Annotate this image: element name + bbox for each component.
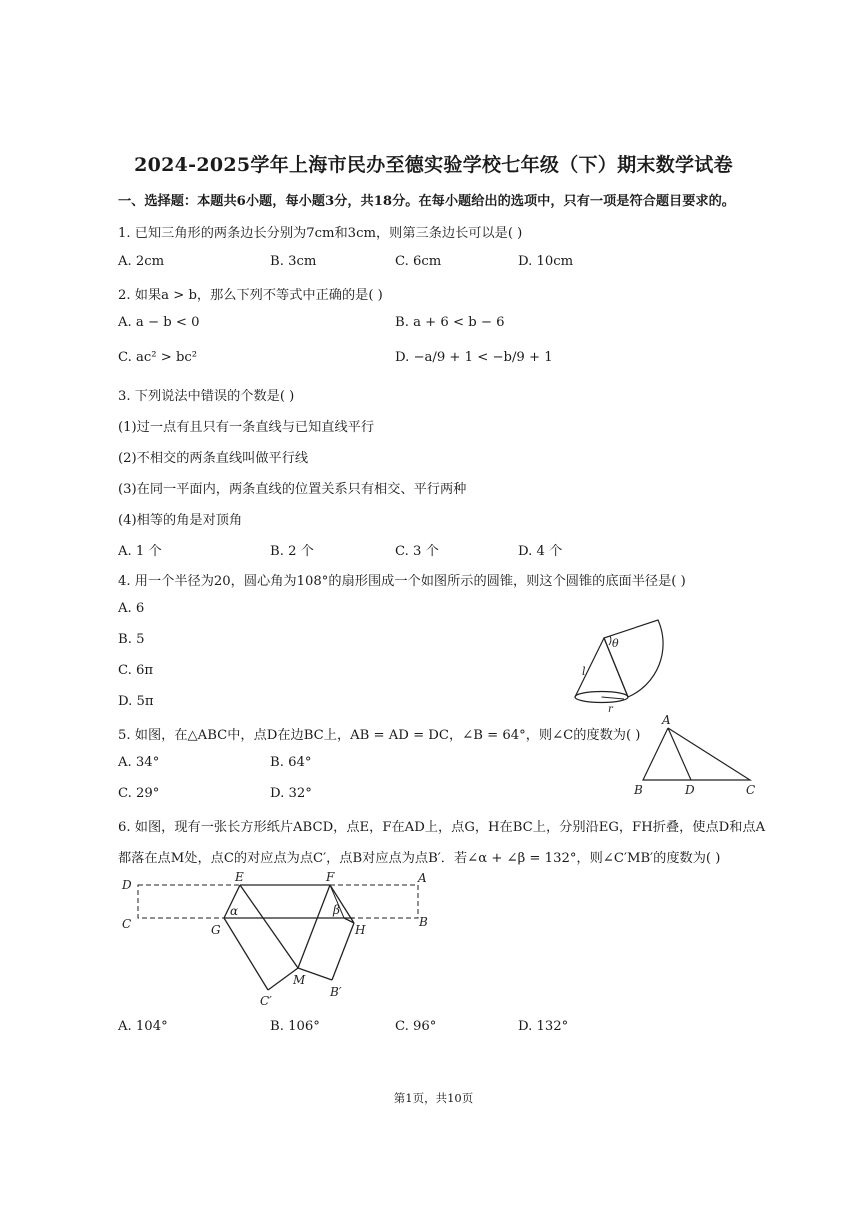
q1-stem: 1. 已知三角形的两条边长分别为7cm和3cm，则第三条边长可以是( ) [118,226,523,241]
q2-option-d: D. −a/9 + 1 < −b/9 + 1 [395,350,553,365]
q5-option-d: D. 32° [270,786,312,801]
paper-outline-dashed [138,885,418,918]
q1-option-c: C. 6cm [395,254,442,269]
q5-option-b: B. 64° [270,755,312,770]
q3-statement-4: (4)相等的角是对顶角 [118,513,243,528]
segment-gc2 [224,918,268,990]
segment-hb2 [332,923,354,980]
label-h: H [355,923,366,937]
q4-cone-figure [560,585,690,715]
q6-option-d: D. 132° [518,1019,569,1034]
q6-option-c: C. 96° [395,1019,437,1034]
label-c: C [746,783,756,797]
label-a: A [662,713,671,727]
q2-option-b: B. a + 6 < b − 6 [395,315,505,330]
q2-stem: 2. 如果a > b，那么下列不等式中正确的是( ) [118,288,383,303]
r-label: r [608,704,613,715]
label-beta: β [333,903,340,917]
label-a: A [418,871,427,885]
label-c-prime: C′ [260,994,272,1008]
q6-option-b: B. 106° [270,1019,320,1034]
q6-option-a: A. 104° [118,1019,168,1034]
q1-option-a: A. 2cm [118,254,165,269]
label-d: D [685,783,695,797]
segment-em [240,885,298,968]
q3-option-d: D. 4 个 [518,544,563,559]
label-c: C [122,917,132,931]
q1-option-d: D. 10cm [518,254,574,269]
label-b: B [419,915,428,929]
q3-option-c: C. 3 个 [395,544,439,559]
section-heading: 一、选择题：本题共6小题，每小题3分，共18分。在每小题给出的选项中，只有一项是符合题目要求的。 [118,194,735,209]
q5-option-c: C. 29° [118,786,160,801]
label-m: M [293,973,306,987]
q2-option-c: C. ac² > bc² [118,350,198,365]
page-title: 2024-2025学年上海市民办至德实验学校七年级（下）期末数学试卷 [134,154,733,176]
label-f: F [326,870,335,884]
theta-arc [609,636,611,645]
q3-statement-2: (2)不相交的两条直线叫做平行线 [118,451,309,466]
theta-label: θ [612,637,619,650]
page-footer: 第1页，共10页 [393,1091,474,1105]
q1-option-b: B. 3cm [270,254,317,269]
q6-fold-figure [118,868,438,1013]
segment-fm [298,885,330,968]
q3-option-b: B. 2 个 [270,544,314,559]
q2-option-a: A. a − b < 0 [118,315,200,330]
l-label: l [582,665,586,678]
cone-radius [602,697,625,699]
label-alpha: α [230,904,239,918]
label-g: G [211,923,221,937]
triangle-abc [643,728,750,780]
q4-option-b: B. 5 [118,632,145,647]
q3-statement-1: (1)过一点有且只有一条直线与已知直线平行 [118,420,375,435]
q4-stem: 4. 用一个半径为20，圆心角为108°的扇形围成一个如图所示的圆锥，则这个圆锥的底面半径是( ) [118,574,686,589]
q5-triangle-figure [628,712,758,797]
q4-option-d: D. 5π [118,694,154,709]
q6-stem-line1: 6. 如图，现有一张长方形纸片ABCD，点E，F在AD上，点G，H在BC上，分别沿EG，FH折叠，使点D和点A [118,820,766,835]
q4-option-c: C. 6π [118,663,154,678]
label-b-prime: B′ [330,985,342,999]
q3-option-a: A. 1 个 [118,544,162,559]
label-e: E [235,870,244,884]
q3-statement-3: (3)在同一平面内，两条直线的位置关系只有相交、平行两种 [118,482,467,497]
label-b: B [634,783,643,797]
q4-option-a: A. 6 [118,601,145,616]
q5-option-a: A. 34° [118,755,160,770]
q3-stem: 3. 下列说法中错误的个数是( ) [118,389,295,404]
label-d: D [122,878,132,892]
q6-stem-line2: 都落在点M处，点C的对应点为点C′，点B对应点为点B′．若∠α + ∠β = 132°，则∠C′MB′的度数为( ) [118,851,721,866]
q5-stem: 5. 如图，在△ABC中，点D在边BC上，AB = AD = DC，∠B = 64°，则∠C的度数为( ) [118,728,641,743]
